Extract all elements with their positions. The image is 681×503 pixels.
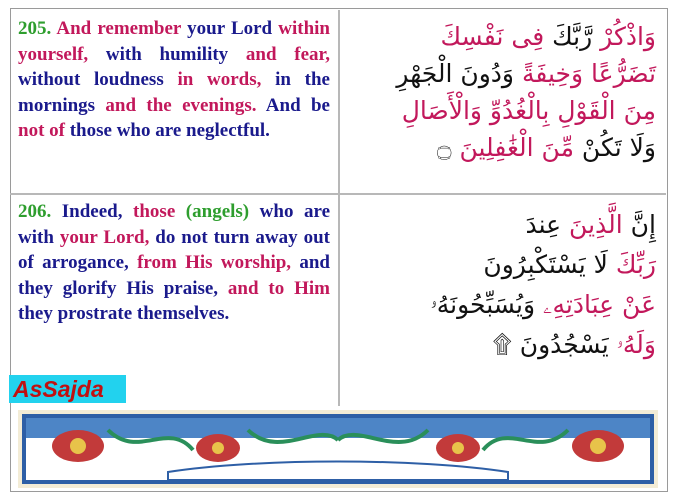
arabic-line [356,92,656,129]
arabic-segment: تَضَرُّعًا وَخِيفَةً [514,59,656,88]
text-segment: those who are neglectful. [64,120,270,141]
arabic-segment: وَيُسَبِّحُونَهُۥ [430,290,536,319]
arabic-segment: مِنَ الْقَوْلِ [549,96,656,125]
arabic-segment: بِالْغُدُوِّ وَالْأَصَالِ [401,96,550,125]
arabic-segment: الَّذِينَ [561,210,623,239]
arabic-line [356,18,656,55]
arabic-line [356,325,656,365]
text-segment: and fear, [245,43,330,65]
verse-205-arabic [356,18,656,166]
text-segment: and the evenings. [105,94,257,116]
arabic-segment: وَلَا تَكُنْ [573,133,656,162]
surah-label: AsSajda [9,375,126,403]
verse-206-translation [18,199,330,327]
arabic-segment: ۝ [436,133,452,162]
decorative-border-ornament [18,410,658,488]
arabic-segment: وَدُونَ الْجَهْرِ [396,59,515,88]
text-segment: from His worship, [137,252,292,273]
arabic-segment: وَلَهُۥ [608,330,656,359]
arabic-line [356,205,656,245]
text-segment: And remember [56,18,182,39]
text-segment: do not turn away out of arrogance, [18,226,330,273]
verse-205-number: 205. [18,18,52,39]
text-segment: and to Him [227,277,330,299]
arabic-line [356,285,656,325]
arabic-segment: مِّنَ الْغَٰفِلِينَ [451,133,574,162]
arabic-line [356,55,656,92]
verse-205-text [18,18,330,141]
verse-206-arabic [356,205,656,365]
verse-206-number: 206. [18,201,52,222]
text-segment: your Lord, [59,226,150,248]
text-segment: and they glorify His praise, [18,252,330,299]
arabic-segment: إِنَّ [622,210,656,239]
arabic-segment: فِى نَفْسِكَ [440,22,545,51]
arabic-segment: ۩ [492,330,512,359]
arabic-line [356,129,656,166]
text-segment: your Lord [181,18,279,39]
text-segment: (angels) [175,201,260,222]
arabic-segment: وَاذْكُرْ [592,22,656,51]
text-segment: in words, [177,69,262,90]
text-segment: in the mornings [18,69,330,116]
verse-205-translation-cell [10,10,340,195]
arabic-segment: رَبِّكَ [607,250,656,279]
arabic-segment: عَنْ عِبَادَتِهِۦ [535,290,656,319]
arabic-segment: لَا يَسْتَكْبِرُونَ [483,250,608,279]
text-segment: they prostrate themselves. [18,303,230,324]
text-segment: not of [18,120,65,141]
text-segment: And be [256,94,330,116]
text-segment: without loudness [18,69,178,90]
text-segment: those [133,201,176,222]
verse-206-arabic-cell [340,195,666,406]
arabic-line [356,245,656,285]
verse-206-text [18,201,330,324]
arabic-segment: رَّبَّكَ [544,22,593,51]
text-segment: Indeed, [51,201,134,222]
verse-205-translation [18,16,330,144]
verse-205-arabic-cell [340,10,666,195]
text-segment: within yourself, [18,18,330,65]
arabic-segment: عِندَ [525,210,562,239]
text-segment: who are with [18,201,330,248]
arabic-segment: يَسْجُدُونَ [511,330,609,359]
text-segment: with humility [88,43,246,65]
verse-table [10,10,666,406]
